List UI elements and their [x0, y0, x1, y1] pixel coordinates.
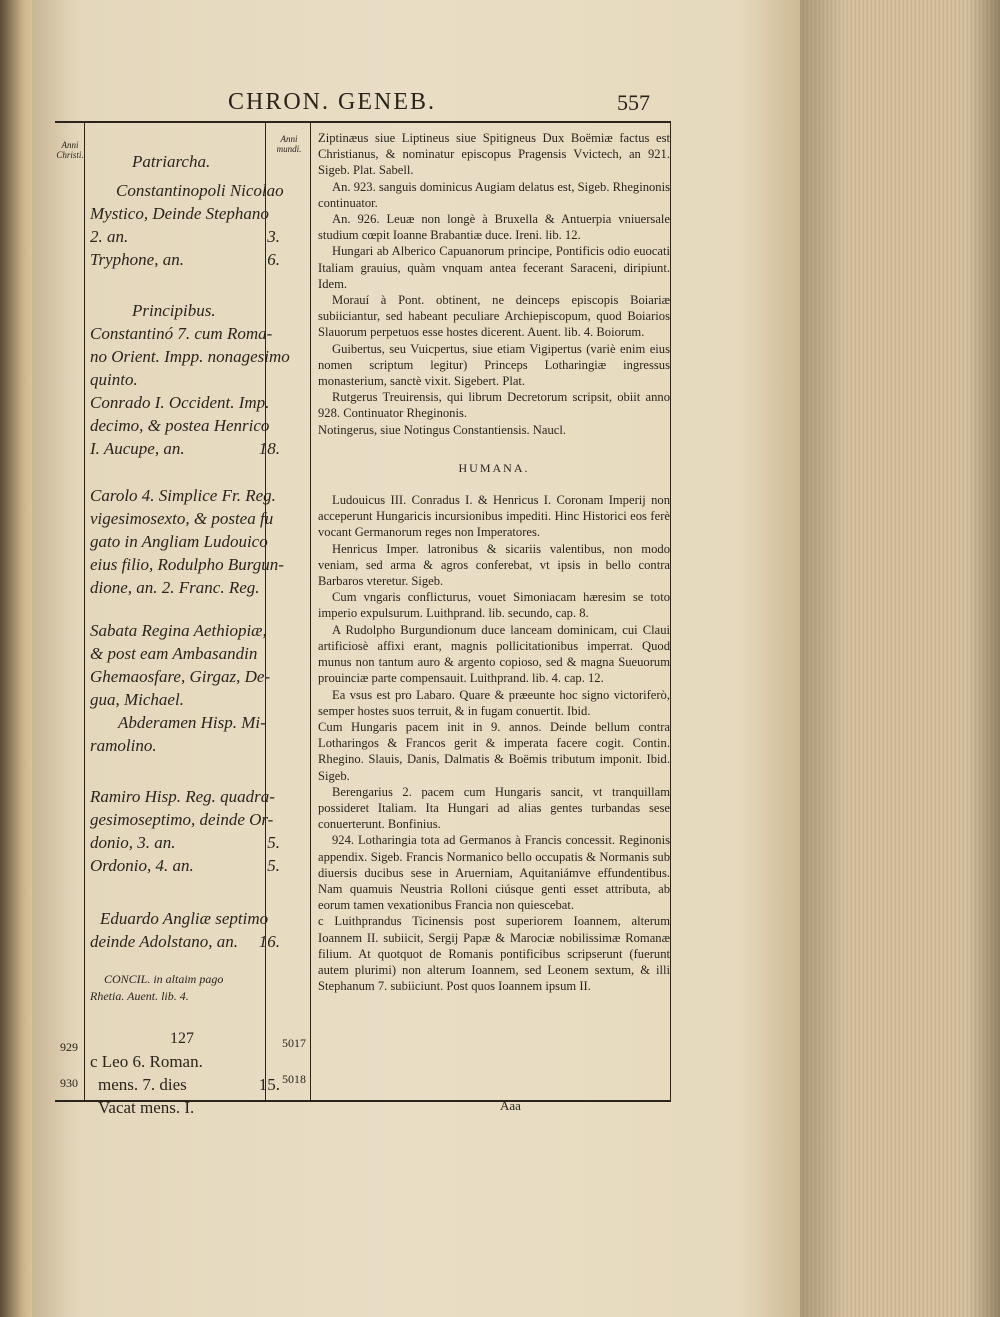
- eduardo-line: deinde Adolstano, an. 16.: [90, 932, 280, 951]
- leo-line: mens. 7. dies 15.: [98, 1075, 280, 1094]
- paragraph: Cum vngaris conflicturus, vouet Simoniacam hæresim se toto imperio expulsurum. Luithprand. lib. secundo, cap. 8.: [318, 590, 670, 621]
- right-column: [318, 130, 670, 994]
- ramiro-line: Ramiro Hisp. Reg. quadra-: [90, 787, 275, 806]
- princes-line: no Orient. Impp. nonagesimo: [90, 347, 290, 366]
- paragraph: Berengarius 2. pacem cum Hungaris sancit, vt tranquillam possideret Italiam. Ita Hungari ad alias gentes turbandas sese conuerterunt. Bonfinius.: [318, 784, 670, 832]
- concil-line: CONCIL. in altaim pago: [104, 972, 224, 986]
- signature-mark: Aaa: [500, 1098, 521, 1113]
- princes-line: Conrado I. Occident. Imp.: [90, 393, 270, 412]
- right-outer-rule: [670, 121, 671, 1102]
- book-fore-edge: [792, 0, 1000, 1317]
- paragraph: Cum Hungaris pacem init in 9. annos. Deinde bellum contra Lotharingos & Francos gerit & imperata facere cogit. Contin. Rhegino. Slauis, Danis, Dalmatis & Boëmis tributum imponit. Ibid. Sigeb.: [318, 719, 670, 783]
- humana-heading: HUMANA.: [458, 460, 530, 475]
- princes-line: decimo, & postea Henrico: [90, 416, 270, 435]
- abderamen-line: Abderamen Hisp. Mi-: [118, 713, 266, 732]
- concil-line: Rhetia. Auent. lib. 4.: [90, 989, 189, 1003]
- patriarch-line: Tryphone, an. 6.: [90, 250, 280, 269]
- year-5017: 5017: [282, 1036, 306, 1050]
- patriarch-line: Constantinopoli Nicolao: [116, 181, 284, 200]
- paragraph: Rutgerus Treuirensis, qui librum Decretorum scripsit, obiit anno 928. Continuator Rheginonis.: [318, 390, 670, 421]
- paragraph: Notingerus, siue Notingus Constantiensis. Naucl.: [318, 422, 567, 437]
- paragraph: Hungari ab Alberico Capuanorum principe, Pontificis odio euocati Italiam grauius, quàm vnquam antea fecerant Saraceni, diripiunt. Idem.: [318, 244, 670, 291]
- princes-line: I. Aucupe, an. 18.: [90, 439, 280, 458]
- leo-line: c Leo 6. Roman.: [90, 1052, 203, 1071]
- paragraph: Guibertus, seu Vuicpertus, siue etiam Vigipertus (variè enim eius nomen scriptum legitur) Princeps Lotharingiæ ingressus monasterium, sanctè vixit. Sigebert. Plat.: [318, 341, 670, 389]
- paragraph: Ziptinæus siue Liptineus siue Spitigneus Dux Boëmiæ factus est Christianus, & nominatur episcopus Pragensis Vvictech, an 921. Sigeb. Plat. Sabell.: [318, 131, 670, 178]
- year-929: 929: [60, 1040, 78, 1054]
- princes-heading: Principibus.: [132, 301, 216, 320]
- eduardo-line: Eduardo Angliæ septimo: [100, 909, 269, 928]
- carolo-line: Carolo 4. Simplice Fr. Reg.: [90, 486, 276, 505]
- facing-page-edge: [0, 0, 32, 1317]
- paragraph: An. 926. Leuæ non longè à Bruxella & Antuerpia vniuersale studium cœpit Ioanne Brabantiæ duce. Ireni. lib. 12.: [318, 212, 670, 243]
- left-column: [90, 140, 290, 1119]
- year-930: 930: [60, 1076, 78, 1090]
- leo-number: 127: [170, 1030, 194, 1047]
- patriarch-line: Mystico, Deinde Stephano: [90, 204, 269, 223]
- running-head: CHRON. GENEB.: [228, 89, 437, 115]
- paragraph: A Rudolpho Burgundionum duce lanceam dominicam, cui Claui artificiosè affixi erant, magnis pollicitationibus imperrat. Quod munus non tantum auro & argento copioso, sed & magna Sueuorum prouinciæ parte compensauit. Luithprand. lib. 4. cap. 12.: [318, 622, 670, 686]
- abderamen-line: ramolino.: [90, 736, 157, 755]
- princes-line: Constantinó 7. cum Roma-: [90, 324, 273, 343]
- center-rule-b: [310, 121, 311, 1102]
- patriarch-heading: Patriarcha.: [132, 152, 211, 171]
- ramiro-line: gesimoseptimo, deinde Or-: [90, 810, 274, 829]
- ramiro-line: Ordonio, 4. an. 5.: [90, 856, 280, 875]
- left-outer-rule: [84, 121, 85, 1102]
- sabata-line: Sabata Regina Aethiopiæ,: [90, 621, 267, 640]
- sabata-line: & post eam Ambasandin: [90, 644, 258, 663]
- page-number: 557: [617, 90, 650, 115]
- carolo-line: vigesimosexto, & postea fu: [90, 509, 274, 528]
- paragraph: An. 923. sanguis dominicus Augiam delatus est, Sigeb. Rheginonis continuator.: [318, 179, 670, 210]
- carolo-line: gato in Angliam Ludouico: [90, 532, 268, 551]
- patriarch-line: 2. an. 3.: [90, 227, 280, 246]
- carolo-line: dione, an. 2. Franc. Reg.: [90, 578, 260, 597]
- paragraph: Ludouicus III. Conradus I. & Henricus I. Coronam Imperij non acceperunt Hungaricis incursionibus impediti. Hinc Historici eos ferè vocant Germanorum reges non Imperatores.: [318, 493, 670, 540]
- margin-label-anni-christi: Anni Christi.: [56, 140, 84, 160]
- ramiro-line: donio, 3. an. 5.: [90, 833, 280, 852]
- paragraph: Henricus Imper. latronibus & sicariis valentibus, non modo veniam, sed arma & agros conferebat, vt ipsis in bello contra Barbaros vteretur. Sigeb.: [318, 541, 670, 589]
- paragraph: Ea vsus est pro Labaro. Quare & præeunte hoc signo victoriferò, semper hostes suos terruit, & in fugam conuertit. Ibid.: [318, 687, 670, 718]
- paragraph: c Luithprandus Ticinensis post superiorem Ioannem, alterum Ioannem II. subiicit, Sergij Papæ & Marociæ nobilissimæ Romanæ filium. At quotquot de Romanis pontificibus scripserunt (fuerunt autem plurimi) non alterum Ioannem, sed Leonem sextum, & illi Stephanum 7. subiiciunt. Post quos Ioannem ipsum II.: [318, 914, 670, 994]
- paragraph: 924. Lotharingia tota ad Germanos à Francis concessit. Reginonis appendix. Sigeb. Francis Normanico bello occupatis & Normanis sub diuersis ducibus sese in Aruerniam, Aquitaniámve effundentibus. Nam quamuis Neustria Rolloni ciúsque genti esset attributa, ab eorum tamen vexationibus Francia non quiescebat.: [318, 833, 670, 913]
- top-rule: [55, 121, 670, 123]
- year-5018: 5018: [282, 1072, 306, 1086]
- leo-line: Vacat mens. I.: [98, 1098, 195, 1117]
- paragraph: Morauí à Pont. obtinent, ne deinceps episcopis Boiariæ subiiciantur, sed habeant peculiare Archiepiscopum, quod Boiarios Slauorum perpetuos esse hostes dicerent. Auent. lib. 4. Boiorum.: [318, 293, 670, 340]
- carolo-line: eius filio, Rodulpho Burgun-: [90, 555, 284, 574]
- sabata-line: Ghemaosfare, Girgaz, De-: [90, 667, 271, 686]
- sabata-line: gua, Michael.: [90, 690, 184, 709]
- margin-label-anni-mundi: Anni mundi.: [276, 134, 302, 154]
- princes-line: quinto.: [90, 370, 138, 389]
